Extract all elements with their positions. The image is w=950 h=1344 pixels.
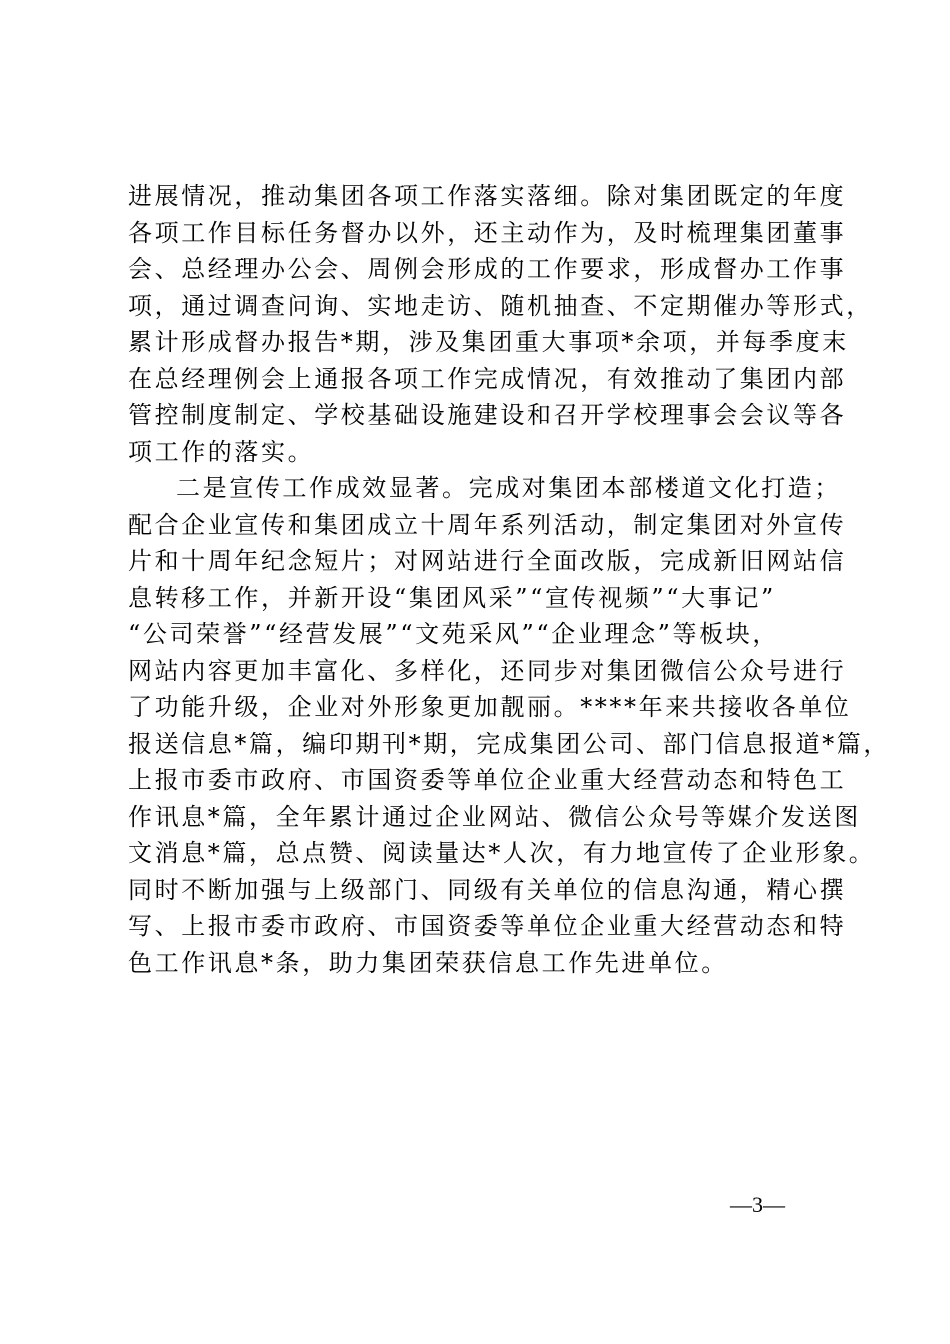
text-line: 报送信息*篇，编印期刊*期，完成集团公司、部门信息报道*篇， xyxy=(128,729,890,758)
text-line: “公司荣誉”“经营发展”“文苑采风”“企业理念”等板块， xyxy=(128,620,779,648)
body-text xyxy=(128,178,890,981)
text-line: 在总经理例会上通报各项工作完成情况，有效推动了集团内部 xyxy=(128,364,847,393)
text-line: 作讯息*篇，全年累计通过企业网站、微信公众号等媒介发送图 xyxy=(128,802,861,831)
text-line: 项，通过调查问询、实地走访、随机抽查、不定期催办等形式， xyxy=(128,291,873,320)
text-line: 管控制度制定、学校基础设施建设和召开学校理事会会议等各 xyxy=(128,401,847,429)
text-line: 进展情况，推动集团各项工作落实落细。除对集团既定的年度 xyxy=(128,182,847,210)
text-line: 网站内容更加丰富化、多样化，还同步对集团微信公众号进行 xyxy=(128,656,847,685)
text-line: 息转移工作，并新开设“集团风采”“宣传视频”“大事记” xyxy=(128,583,776,612)
text-line: 会、总经理办公会、周例会形成的工作要求，形成督办工作事 xyxy=(128,255,847,283)
text-line: 累计形成督办报告*期，涉及集团重大事项*余项，并每季度末 xyxy=(128,328,849,356)
text-line: 了功能升级，企业对外形象更加靓丽。****年来共接收各单位 xyxy=(128,693,852,721)
text-line: 写、上报市委市政府、市国资委等单位企业重大经营动态和特 xyxy=(128,912,847,940)
page-number: —3— xyxy=(730,1192,785,1217)
text-line: 色工作讯息*条，助力集团荣获信息工作先进单位。 xyxy=(128,948,728,977)
text-line: 片和十周年纪念短片；对网站进行全面改版，完成新旧网站信 xyxy=(128,547,847,575)
text-line: 上报市委市政府、市国资委等单位企业重大经营动态和特色工 xyxy=(128,766,847,794)
paragraph-start-line: 二是宣传工作成效显著。完成对集团本部楼道文化打造； xyxy=(176,474,841,502)
text-line: 项工作的落实。 xyxy=(128,437,315,466)
text-line: 各项工作目标任务督办以外，还主动作为，及时梳理集团董事 xyxy=(128,218,847,247)
text-line: 文消息*篇，总点赞、阅读量达*人次，有力地宣传了企业形象。 xyxy=(128,839,876,867)
text-line: 同时不断加强与上级部门、同级有关单位的信息沟通，精心撰 xyxy=(128,875,847,904)
text-line: 配合企业宣传和集团成立十周年系列活动，制定集团对外宣传 xyxy=(128,510,847,539)
